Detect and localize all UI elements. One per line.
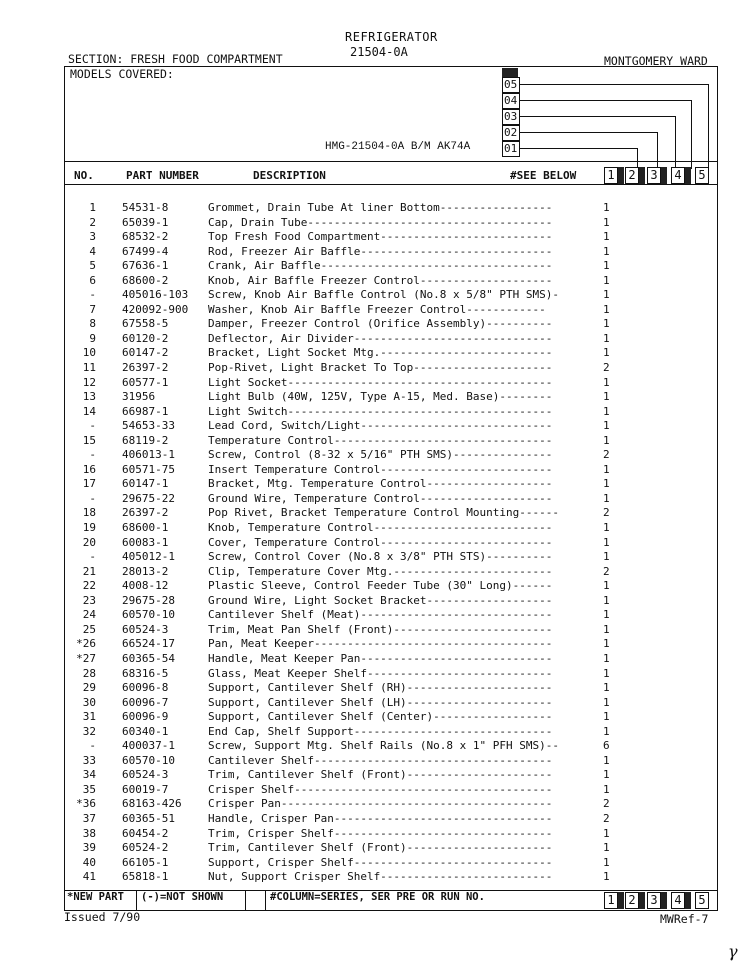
quantity: 1 (603, 593, 610, 607)
part-number: 60571-75 (122, 462, 175, 476)
table-row (68, 216, 713, 231)
quantity: 1 (603, 724, 610, 738)
part-description: Rod, Freezer Air Baffle----------------------------- (208, 244, 553, 258)
part-number: 31956 (122, 390, 156, 404)
series-boxes (502, 72, 520, 160)
part-number: 4008-12 (122, 579, 169, 593)
part-description: Damper, Freezer Control (Orifice Assembly)---------- (208, 317, 553, 331)
part-number: 60340-1 (122, 724, 169, 738)
table-row (68, 259, 713, 274)
quantity: 2 (603, 797, 610, 811)
table-row (68, 405, 713, 420)
quantity: 1 (603, 826, 610, 840)
col-box-fill (639, 892, 645, 909)
row-number: - (89, 739, 96, 753)
col-box-2: 2 (625, 167, 639, 184)
quantity: 1 (603, 259, 610, 273)
part-number: 406013-1 (122, 448, 175, 462)
row-number: 33 (82, 753, 96, 767)
part-description: Washer, Knob Air Baffle Freezer Control------------ (208, 302, 546, 316)
part-description: Bracket, Light Socket Mtg.-------------------------- (208, 346, 553, 360)
part-number: 400037-1 (122, 739, 175, 753)
row-number: *27 (76, 651, 96, 665)
row-number: 5 (89, 259, 96, 273)
part-description: Support, Cantilever Shelf (Center)------------------ (208, 710, 553, 724)
quantity: 1 (603, 666, 610, 680)
quantity: 1 (603, 841, 610, 855)
row-number: 29 (82, 681, 96, 695)
part-number: 60524-3 (122, 622, 169, 636)
table-row (68, 856, 713, 871)
quantity: 1 (603, 404, 610, 418)
part-description: Screw, Knob Air Baffle Control (No.8 x 5/8" PTH SMS)- (208, 288, 559, 302)
row-number: 31 (82, 710, 96, 724)
doc-title: REFRIGERATOR (345, 30, 438, 44)
quantity: 1 (603, 230, 610, 244)
col-header-part-number: PART NUMBER (126, 169, 199, 182)
col-header-description: DESCRIPTION (253, 169, 326, 182)
row-number: 12 (82, 375, 96, 389)
quantity: 1 (603, 317, 610, 331)
table-row (68, 754, 713, 769)
quantity: 1 (603, 375, 610, 389)
table-row (68, 448, 713, 463)
table-row (68, 245, 713, 260)
quantity: 1 (603, 215, 610, 229)
quantity: 1 (603, 651, 610, 665)
part-description: Trim, Cantilever Shelf (Front)---------------------- (208, 768, 553, 782)
table-row (68, 565, 713, 580)
part-description: Screw, Control Cover (No.8 x 3/8" PTH STS)---------- (208, 550, 553, 564)
row-number: 15 (82, 433, 96, 447)
series-box-01: 01 (502, 141, 520, 157)
quantity: 1 (603, 288, 610, 302)
part-number: 60454-2 (122, 826, 169, 840)
row-number: - (89, 448, 96, 462)
part-description: Support, Crisper Shelf------------------------------ (208, 855, 553, 869)
part-description: End Cap, Shelf Support------------------------------ (208, 724, 553, 738)
part-description: Bracket, Mtg. Temperature Control------------------- (208, 477, 553, 491)
col-box-fill (661, 167, 667, 184)
part-description: Grommet, Drain Tube At liner Bottom----------------- (208, 201, 553, 214)
footer-col-box-3: 3 (647, 892, 661, 909)
quantity: 6 (603, 739, 610, 753)
table-row (68, 536, 713, 551)
series-box-03: 03 (502, 109, 520, 125)
col-box-fill (639, 167, 645, 184)
table-row (68, 870, 713, 885)
part-number: 65818-1 (122, 870, 169, 884)
row-number: 18 (82, 506, 96, 520)
part-description: Cantilever Shelf (Meat)----------------------------- (208, 608, 553, 622)
section-label: SECTION: FRESH FOOD COMPARTMENT (68, 52, 283, 66)
series-box-02: 02 (502, 125, 520, 141)
quantity: 1 (603, 201, 610, 214)
part-number: 29675-28 (122, 593, 175, 607)
part-number: 26397-2 (122, 506, 169, 520)
part-number: 60570-10 (122, 608, 175, 622)
part-number: 420092-900 (122, 302, 189, 316)
part-description: Crisper Shelf--------------------------------------- (208, 782, 553, 796)
part-number: 60096-7 (122, 695, 169, 709)
col-box-fill (685, 167, 691, 184)
table-row (68, 201, 713, 216)
part-description: Light Socket---------------------------------------- (208, 375, 553, 389)
part-description: Trim, Crisper Shelf--------------------------------- (208, 826, 553, 840)
table-row (68, 521, 713, 536)
part-description: Knob, Temperature Control--------------------------- (208, 521, 553, 535)
part-number: 405016-103 (122, 288, 189, 302)
row-number: - (89, 419, 96, 433)
table-row (68, 346, 713, 361)
quantity: 1 (603, 273, 610, 287)
part-number: 66105-1 (122, 855, 169, 869)
quantity: 1 (603, 637, 610, 651)
quantity: 1 (603, 535, 610, 549)
col-box-4: 4 (671, 167, 685, 184)
part-number: 60577-1 (122, 375, 169, 389)
row-number: 32 (82, 724, 96, 738)
row-number: 10 (82, 346, 96, 360)
row-number: 6 (89, 273, 96, 287)
part-number: 67636-1 (122, 259, 169, 273)
row-number: 8 (89, 317, 96, 331)
part-number: 60524-3 (122, 768, 169, 782)
part-description: Cover, Temperature Control-------------------------- (208, 535, 553, 549)
quantity: 1 (603, 419, 610, 433)
part-description: Cap, Drain Tube------------------------------------- (208, 215, 553, 229)
table-row (68, 361, 713, 376)
part-number: 68163-426 (122, 797, 182, 811)
table-row (68, 434, 713, 449)
row-number: 2 (89, 215, 96, 229)
part-number: 60147-1 (122, 477, 169, 491)
header-divider (65, 184, 717, 185)
series-bracket-01 (520, 148, 638, 169)
table-row (68, 827, 713, 842)
table-row (68, 768, 713, 783)
table-row (68, 681, 713, 696)
table-row (68, 303, 713, 318)
row-number: *36 (76, 797, 96, 811)
part-number: 67499-4 (122, 244, 169, 258)
part-number: 68119-2 (122, 433, 169, 447)
handwritten-mark: γ (728, 942, 738, 961)
quantity: 1 (603, 491, 610, 505)
part-number: 60570-10 (122, 753, 175, 767)
part-description: Support, Cantilever Shelf (LH)---------------------- (208, 695, 553, 709)
table-row (68, 419, 713, 434)
row-number: 21 (82, 564, 96, 578)
part-description: Handle, Meat Keeper Pan----------------------------- (208, 651, 553, 665)
footer-new-part: *NEW PART (67, 891, 124, 903)
footer-col-box-2: 2 (625, 892, 639, 909)
table-row (68, 477, 713, 492)
part-description: Trim, Cantilever Shelf (Front)---------------------- (208, 841, 553, 855)
models-covered-label: MODELS COVERED: (70, 67, 174, 81)
quantity: 1 (603, 622, 610, 636)
table-row (68, 463, 713, 478)
row-number: 37 (82, 811, 96, 825)
part-description: Crisper Pan----------------------------------------- (208, 797, 553, 811)
quantity: 1 (603, 244, 610, 258)
part-description: Cantilever Shelf------------------------------------ (208, 753, 553, 767)
table-row (68, 390, 713, 405)
part-description: Ground Wire, Temperature Control-------------------- (208, 491, 553, 505)
quantity: 1 (603, 855, 610, 869)
issued-date: Issued 7/90 (64, 910, 141, 924)
row-number: 22 (82, 579, 96, 593)
row-number: - (89, 550, 96, 564)
quantity: 1 (603, 710, 610, 724)
footer-column-note: #COLUMN=SERIES, SER PRE OR RUN NO. (270, 891, 485, 903)
footer-not-shown: (-)=NOT SHOWN (141, 891, 224, 903)
table-row (68, 288, 713, 303)
part-description: Crank, Air Baffle----------------------------------- (208, 259, 553, 273)
table-row (68, 783, 713, 798)
part-description: Plastic Sleeve, Control Feeder Tube (30" Long)------ (208, 579, 553, 593)
table-row (68, 550, 713, 565)
part-number: 65039-1 (122, 215, 169, 229)
part-description: Nut, Support Crisper Shelf-------------------------- (208, 870, 553, 884)
part-number: 405012-1 (122, 550, 175, 564)
col-box-fill (685, 892, 691, 909)
quantity: 1 (603, 579, 610, 593)
row-number: 38 (82, 826, 96, 840)
part-number: 26397-2 (122, 361, 169, 375)
part-description: Light Bulb (40W, 125V, Type A-15, Med. Base)-------- (208, 390, 553, 404)
quantity: 1 (603, 753, 610, 767)
row-number: 19 (82, 521, 96, 535)
quantity: 1 (603, 695, 610, 709)
row-number: 39 (82, 841, 96, 855)
part-number: 60083-1 (122, 535, 169, 549)
part-description: Handle, Crisper Pan--------------------------------- (208, 811, 553, 825)
part-number: 66524-17 (122, 637, 175, 651)
part-description: Pop Rivet, Bracket Temperature Control Mounting------ (208, 506, 559, 520)
row-number: 23 (82, 593, 96, 607)
quantity: 1 (603, 302, 610, 316)
quantity: 1 (603, 782, 610, 796)
quantity: 2 (603, 448, 610, 462)
table-row (68, 623, 713, 638)
footer-separator (265, 890, 266, 910)
table-row (68, 274, 713, 289)
col-box-5: 5 (695, 167, 709, 184)
model-code: HMG-21504-0A B/M AK74A (325, 141, 471, 153)
quantity: 1 (603, 390, 610, 404)
table-row (68, 667, 713, 682)
quantity: 1 (603, 870, 610, 884)
quantity: 2 (603, 811, 610, 825)
footer-col-box-1: 1 (604, 892, 618, 909)
col-header-no: NO. (74, 169, 94, 182)
table-row (68, 812, 713, 827)
part-number: 60365-51 (122, 811, 175, 825)
quantity: 2 (603, 361, 610, 375)
col-header-see-below: #SEE BELOW (510, 169, 577, 182)
row-number: - (89, 288, 96, 302)
brand-label: MONTGOMERY WARD (604, 54, 708, 68)
part-number: 66987-1 (122, 404, 169, 418)
quantity: 2 (603, 564, 610, 578)
quantity: 1 (603, 768, 610, 782)
quantity: 1 (603, 681, 610, 695)
part-number: 60120-2 (122, 331, 169, 345)
table-row (68, 637, 713, 652)
part-description: Deflector, Air Divider------------------------------ (208, 331, 553, 345)
part-description: Top Fresh Food Compartment-------------------------- (208, 230, 553, 244)
table-row (68, 332, 713, 347)
table-row (68, 230, 713, 245)
table-row (68, 841, 713, 856)
table-row (68, 797, 713, 812)
table-row (68, 317, 713, 332)
footer-separator (245, 890, 246, 910)
part-description: Screw, Control (8-32 x 5/16" PTH SMS)--------------- (208, 448, 553, 462)
part-description: Support, Cantilever Shelf (RH)---------------------- (208, 681, 553, 695)
part-number: 68600-2 (122, 273, 169, 287)
row-number: 24 (82, 608, 96, 622)
part-number: 68316-5 (122, 666, 169, 680)
parts-table-body (68, 201, 713, 885)
table-row (68, 506, 713, 521)
part-description: Screw, Support Mtg. Shelf Rails (No.8 x 1" PFH SMS)-- (208, 739, 559, 753)
row-number: - (89, 491, 96, 505)
part-description: Light Switch---------------------------------------- (208, 404, 553, 418)
row-number: 40 (82, 855, 96, 869)
table-row (68, 492, 713, 507)
table-row (68, 710, 713, 725)
table-row (68, 376, 713, 391)
col-box-fill (618, 892, 624, 909)
part-number: 60524-2 (122, 841, 169, 855)
doc-model-number: 21504-0A (350, 45, 408, 59)
col-box-fill (618, 167, 624, 184)
table-row (68, 696, 713, 711)
row-number: 28 (82, 666, 96, 680)
table-row (68, 739, 713, 754)
row-number: 13 (82, 390, 96, 404)
part-description: Temperature Control--------------------------------- (208, 433, 553, 447)
row-number: 4 (89, 244, 96, 258)
row-number: 11 (82, 361, 96, 375)
quantity: 2 (603, 506, 610, 520)
quantity: 1 (603, 608, 610, 622)
row-number: 30 (82, 695, 96, 709)
part-number: 54531-8 (122, 201, 169, 214)
row-number: 1 (89, 201, 96, 214)
part-number: 29675-22 (122, 491, 175, 505)
quantity: 1 (603, 331, 610, 345)
part-number: 60096-8 (122, 681, 169, 695)
row-number: 16 (82, 462, 96, 476)
table-row (68, 652, 713, 667)
part-number: 60096-9 (122, 710, 169, 724)
part-description: Clip, Temperature Cover Mtg.------------------------ (208, 564, 553, 578)
part-description: Trim, Meat Pan Shelf (Front)------------------------ (208, 622, 553, 636)
row-number: 14 (82, 404, 96, 418)
row-number: 25 (82, 622, 96, 636)
table-row (68, 594, 713, 609)
row-number: 34 (82, 768, 96, 782)
quantity: 1 (603, 550, 610, 564)
part-description: Knob, Air Baffle Freezer Control-------------------- (208, 273, 553, 287)
part-description: Ground Wire, Light Socket Bracket------------------- (208, 593, 553, 607)
quantity: 1 (603, 433, 610, 447)
row-number: 7 (89, 302, 96, 316)
part-number: 68600-1 (122, 521, 169, 535)
row-number: *26 (76, 637, 96, 651)
part-description: Pop-Rivet, Light Bracket To Top--------------------- (208, 361, 553, 375)
row-number: 35 (82, 782, 96, 796)
part-number: 54653-33 (122, 419, 175, 433)
table-row (68, 608, 713, 623)
footer-col-box-5: 5 (695, 892, 709, 909)
quantity: 1 (603, 521, 610, 535)
part-description: Insert Temperature Control-------------------------- (208, 462, 553, 476)
series-box-05: 05 (502, 77, 520, 93)
part-number: 68532-2 (122, 230, 169, 244)
part-number: 28013-2 (122, 564, 169, 578)
part-number: 60019-7 (122, 782, 169, 796)
col-box-1: 1 (604, 167, 618, 184)
col-box-fill (661, 892, 667, 909)
row-number: 3 (89, 230, 96, 244)
quantity: 1 (603, 462, 610, 476)
footer-col-box-4: 4 (671, 892, 685, 909)
part-number: 67558-5 (122, 317, 169, 331)
part-description: Pan, Meat Keeper------------------------------------ (208, 637, 553, 651)
part-number: 60365-54 (122, 651, 175, 665)
table-row (68, 725, 713, 740)
row-number: 9 (89, 331, 96, 345)
series-box-04: 04 (502, 93, 520, 109)
reference-code: MWRef-7 (660, 912, 709, 926)
part-description: Glass, Meat Keeper Shelf---------------------------- (208, 666, 553, 680)
col-box-3: 3 (647, 167, 661, 184)
part-number: 60147-2 (122, 346, 169, 360)
row-number: 17 (82, 477, 96, 491)
table-row (68, 579, 713, 594)
row-number: 20 (82, 535, 96, 549)
quantity: 1 (603, 346, 610, 360)
quantity: 1 (603, 477, 610, 491)
row-number: 41 (82, 870, 96, 884)
footer-separator (136, 890, 137, 910)
part-description: Lead Cord, Switch/Light----------------------------- (208, 419, 553, 433)
